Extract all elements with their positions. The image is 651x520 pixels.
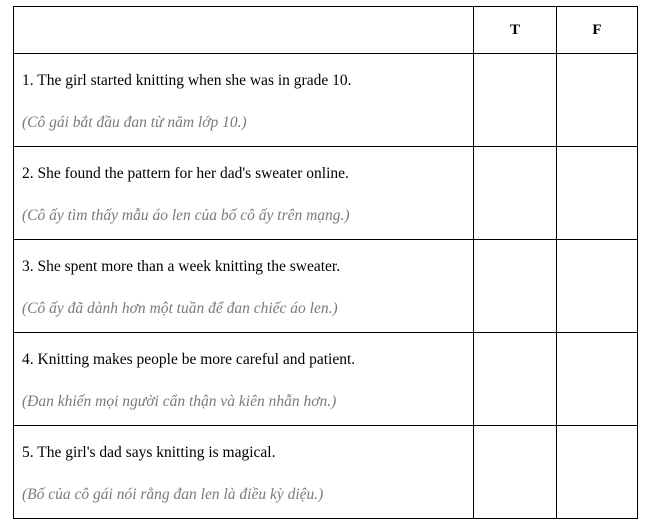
statement-cell: [14, 147, 474, 240]
table-row: [14, 240, 638, 333]
table-row: [14, 333, 638, 426]
translation-text: (Cô gái bắt đầu đan từ năm lớp 10.): [22, 114, 247, 131]
translation-text: (Cô ấy tìm thấy mẫu áo len của bố cô ấy trên mạng.): [22, 207, 350, 224]
true-answer-cell[interactable]: [474, 147, 557, 240]
header-false: F: [557, 7, 638, 54]
true-false-table: [13, 6, 638, 519]
false-answer-cell[interactable]: [557, 147, 638, 240]
false-answer-cell[interactable]: [557, 240, 638, 333]
true-answer-cell[interactable]: [474, 426, 557, 519]
statement-cell: [14, 54, 474, 147]
translation-text: (Cô ấy đã dành hơn một tuần để đan chiếc áo len.): [22, 300, 338, 317]
statement-text: 5. The girl's dad says knitting is magical.: [22, 444, 276, 461]
table-row: [14, 147, 638, 240]
statement-text: 1. The girl started knitting when she was in grade 10.: [22, 72, 352, 89]
false-answer-cell[interactable]: [557, 426, 638, 519]
true-answer-cell[interactable]: [474, 333, 557, 426]
translation-text: (Bố của cô gái nói rằng đan len là điều kỳ diệu.): [22, 486, 324, 503]
table-row: [14, 54, 638, 147]
statement-cell: [14, 240, 474, 333]
statement-text: 4. Knitting makes people be more careful and patient.: [22, 351, 356, 368]
table-row: [14, 426, 638, 519]
statement-cell: [14, 426, 474, 519]
true-answer-cell[interactable]: [474, 240, 557, 333]
statement-text: 3. She spent more than a week knitting the sweater.: [22, 258, 341, 275]
false-answer-cell[interactable]: [557, 54, 638, 147]
translation-text: (Đan khiến mọi người cẩn thận và kiên nhẫn hơn.): [22, 393, 337, 410]
header-row: [14, 7, 638, 54]
header-true: T: [474, 7, 557, 54]
false-answer-cell[interactable]: [557, 333, 638, 426]
statement-cell: [14, 333, 474, 426]
header-statement: [14, 7, 474, 54]
true-answer-cell[interactable]: [474, 54, 557, 147]
statement-text: 2. She found the pattern for her dad's sweater online.: [22, 165, 349, 182]
